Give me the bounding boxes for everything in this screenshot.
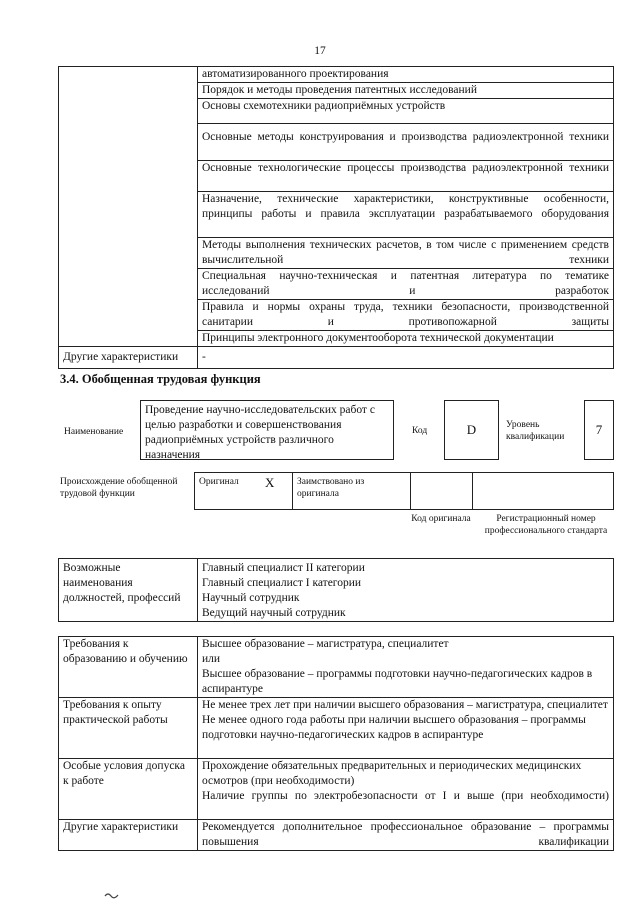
knowledge-row: Методы выполнения технических расчетов, в том числе с применением средств вычислительной техники [198,238,614,269]
req-line: Высшее образование – магистратура, специалитет [202,638,449,650]
knowledge-row: Специальная научно-техническая и патентная литература по тематике исследований и разработок [198,269,614,300]
req-line: Не менее одного года работы при наличии высшего образования – программы подготовки научно-педагогических кадров в аспирантуре [202,714,586,741]
position-item: Ведущий научный сотрудник [202,607,346,619]
experience-label: Требования к опыту практической работы [59,698,198,759]
other-characteristics-value: - [198,347,614,369]
knowledge-label-cell [59,67,198,347]
positions-list [198,559,614,622]
knowledge-row: автоматизированного проектирования [198,67,614,83]
original-label: Оригинал [199,477,239,487]
borrowed-label: Заимствовано из оригинала [297,477,365,499]
other-requirements-value: Рекомендуется дополнительное профессиональное образование – программы повышения квалификации [198,820,614,851]
req-line: Высшее образование – программы подготовки научно-педагогических кадров в аспирантуре [202,668,593,695]
experience-value [198,698,614,759]
page-number: 17 [314,45,326,57]
knowledge-row: Принципы электронного документооборота технической документации [198,331,614,347]
origin-label: Происхождение обобщенной трудовой функции [60,477,178,499]
other-requirements-label: Другие характеристики [59,820,198,851]
knowledge-table [58,66,614,369]
section-title: 3.4. Обобщенная трудовая функция [60,372,261,386]
function-code: D [444,400,499,460]
positions-table [58,558,614,622]
code-label: Код [412,426,428,436]
position-item: Главный специалист I категории [202,577,362,589]
name-label: Наименование [64,427,124,437]
code-original-label: Код оригинала [411,514,471,524]
positions-label: Возможные наименования должностей, профессий [59,559,198,622]
stamp-mark-icon [104,891,120,899]
req-line: Не менее трех лет при наличии высшего образования – магистратура, специалитет [202,699,608,711]
requirements-table [58,636,614,851]
knowledge-row: Основы схемотехники радиоприёмных устройств [198,99,614,124]
admission-label: Особые условия допуска к работе [59,759,198,820]
position-item: Главный специалист II категории [202,562,365,574]
req-line: Наличие группы по электробезопасности от I и выше (при необходимости) [202,790,609,802]
req-line: или [202,653,221,665]
admission-value [198,759,614,820]
knowledge-row: Основные технологические процессы производства радиоэлектронной техники [198,161,614,192]
knowledge-row: Правила и нормы охраны труда, техники безопасности, производственной санитарии и противопожарной защиты [198,300,614,331]
function-name: Проведение научно-исследовательских работ с целью разработки и совершенствования радиоприёмных устройств различного назначения [140,400,394,460]
position-item: Научный сотрудник [202,592,300,604]
original-mark: X [265,475,275,490]
knowledge-row: Основные методы конструирования и производства радиоэлектронной техники [198,124,614,161]
education-label: Требования к образованию и обучению [59,637,198,698]
qualification-level: 7 [584,400,614,460]
reg-number-label: Регистрационный номер профессионального стандарта [484,514,608,536]
origin-box [194,472,614,510]
level-label: Уровень квалификации [506,420,565,442]
education-value [198,637,614,698]
knowledge-row: Порядок и методы проведения патентных исследований [198,83,614,99]
req-line: Прохождение обязательных предварительных и периодических медицинских осмотров (при необходимости) [202,760,582,787]
other-characteristics-label: Другие характеристики [59,347,198,369]
knowledge-row: Назначение, технические характеристики, конструктивные особенности, принципы работы и правила эксплуатации разрабатываемого оборудования [198,192,614,238]
